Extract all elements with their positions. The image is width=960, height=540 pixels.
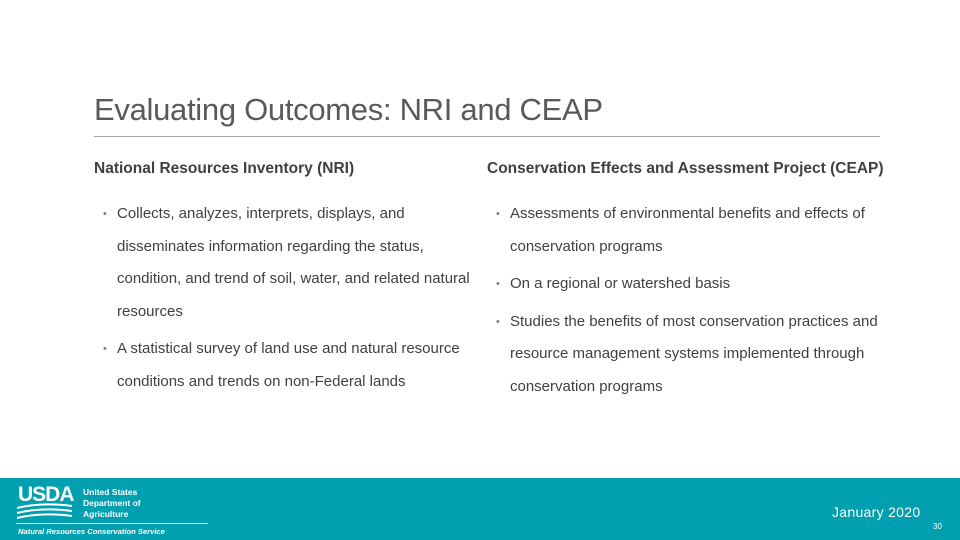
agency-line: Agriculture (83, 509, 129, 519)
ceap-heading: Conservation Effects and Assessment Project (CEAP) (487, 160, 884, 177)
nri-bullet-list (94, 198, 474, 398)
bullet-dot-icon: • (103, 343, 107, 355)
nri-bullet-text: Collects, analyzes, interprets, displays, and disseminates information regarding the status, condition, and trend of soil, water, and related natural resources (117, 205, 470, 320)
nri-bullet-text: A statistical survey of land use and natural resource conditions and trends on non-Federal lands (117, 340, 460, 390)
nri-bullet (94, 333, 474, 398)
bullet-dot-icon: • (103, 208, 107, 220)
nri-bullet (94, 198, 474, 328)
slide-number: 30 (933, 522, 942, 531)
agency-line: United States (83, 487, 138, 497)
bullet-dot-icon: • (496, 208, 500, 220)
ceap-column (487, 160, 927, 408)
title-divider (94, 136, 880, 137)
ceap-bullet-text: Studies the benefits of most conservation practices and resource management systems implemented through conservation programs (510, 312, 878, 395)
bullet-dot-icon: • (496, 315, 500, 328)
usda-wordmark: USDA (18, 484, 74, 506)
nri-column (94, 160, 474, 403)
ceap-bullet-text: On a regional or watershed basis (510, 275, 731, 292)
ceap-bullet (487, 306, 927, 404)
usda-logo-graphic (14, 484, 210, 538)
ceap-bullet-list (487, 198, 927, 403)
bullet-dot-icon: • (496, 278, 500, 290)
nri-heading: National Resources Inventory (NRI) (94, 160, 355, 177)
slide-title: Evaluating Outcomes: NRI and CEAP (94, 92, 603, 127)
nrcs-service-name: Natural Resources Conservation Service (18, 527, 165, 536)
ceap-bullet-text: Assessments of environmental benefits and effects of conservation programs (510, 205, 865, 255)
usda-nrcs-logo (14, 484, 210, 538)
ceap-bullet (487, 268, 927, 301)
ceap-bullet (487, 198, 927, 263)
agency-line: Department of (83, 498, 141, 508)
presentation-date: January 2020 (832, 504, 921, 520)
